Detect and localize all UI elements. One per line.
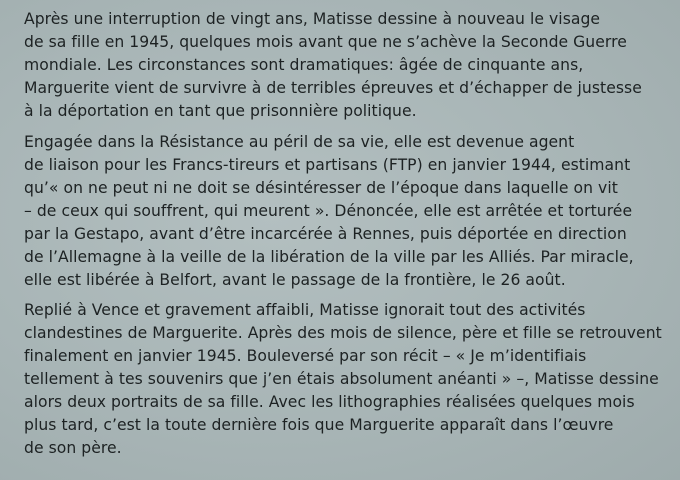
text-line: alors deux portraits de sa fille. Avec les lithographies réalisées quelques mois [24, 393, 635, 411]
text-line: qu’« on ne peut ni ne doit se désintéresser de l’époque dans laquelle on vit [24, 179, 618, 197]
text-line: – de ceux qui souffrent, qui meurent ». Dénoncée, elle est arrêtée et torturée [24, 202, 633, 220]
text-line: elle est libérée à Belfort, avant le passage de la frontière, le 26 août. [24, 271, 566, 289]
text-line: tellement à tes souvenirs que j’en étais absolument anéanti » –, Matisse dessine [24, 370, 659, 388]
text-line: finalement en janvier 1945. Bouleversé par son récit – « Je m’identifiais [24, 347, 587, 365]
text-line: de l’Allemagne à la veille de la libération de la ville par les Alliés. Par miracle, [24, 248, 634, 266]
text-line: mondiale. Les circonstances sont dramatiques: âgée de cinquante ans, [24, 56, 584, 74]
text-line: Engagée dans la Résistance au péril de sa vie, elle est devenue agent [24, 133, 575, 151]
text-line: de son père. [24, 439, 122, 457]
text-line: plus tard, c’est la toute dernière fois que Marguerite apparaît dans l’œuvre [24, 416, 614, 434]
text-line: Marguerite vient de survivre à de terribles épreuves et d’échapper de justesse [24, 79, 642, 97]
text-line: par la Gestapo, avant d’être incarcérée à Rennes, puis déportée en direction [24, 225, 627, 243]
text-line: Replié à Vence et gravement affaibli, Matisse ignorait tout des activités [24, 301, 586, 319]
text-line: à la déportation en tant que prisonnière politique. [24, 102, 417, 120]
text-line: de liaison pour les Francs-tireurs et partisans (FTP) en janvier 1944, estimant [24, 156, 631, 174]
text-line: clandestines de Marguerite. Après des mois de silence, père et fille se retrouvent [24, 324, 662, 342]
text-line: Après une interruption de vingt ans, Matisse dessine à nouveau le visage [24, 10, 601, 28]
text-line: de sa fille en 1945, quelques mois avant que ne s’achève la Seconde Guerre [24, 33, 627, 51]
